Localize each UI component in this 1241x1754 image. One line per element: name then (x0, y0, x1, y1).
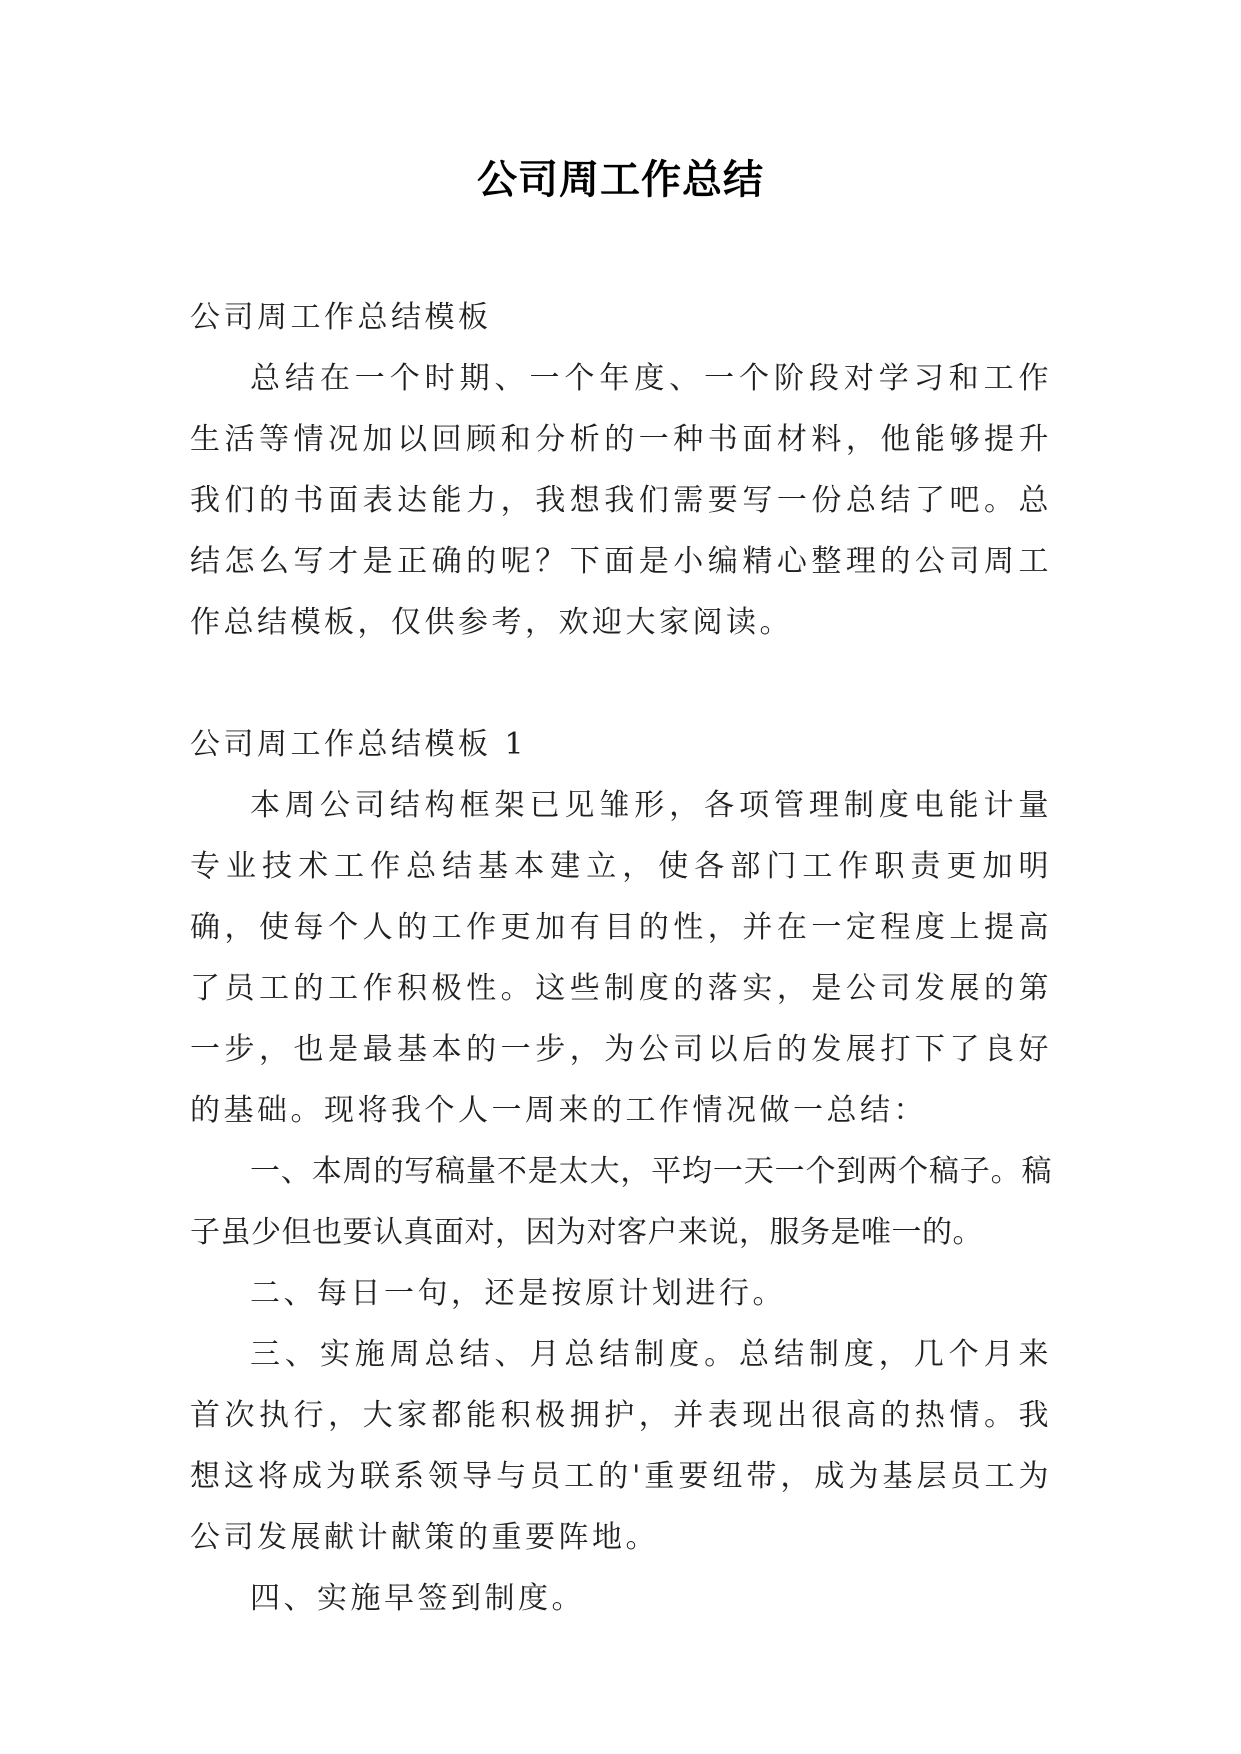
body-paragraph-4: 三、实施周总结、月总结制度。总结制度，几个月来首次执行，大家都能积极拥护，并表现出很高的热情。我想这将成为联系领导与员工的'重要纽带，成为基层员工为公司发展献计献策的重要阵地。 (190, 1337, 1052, 1555)
body-paragraph-2: 一、本周的写稿量不是太大，平均一天一个到两个稿子。稿子虽少但也要认真面对，因为对客户来说，服务是唯一的。 (190, 1154, 1052, 1250)
body-paragraph-1: 本周公司结构框架已见雏形，各项管理制度电能计量专业技术工作总结基本建立，使各部门工作职责更加明确，使每个人的工作更加有目的性，并在一定程度上提高了员工的工作积极性。这些制度的落实，是公司发展的第一步，也是最基本的一步，为公司以后的发展打下了良好的基础。现将我个人一周来的工作情况做一总结： (190, 788, 1052, 1128)
template-heading: 公司周工作总结模板 1 (190, 727, 528, 762)
paragraph-gap (190, 653, 1052, 714)
document-body (190, 287, 1052, 1629)
body-paragraph-3: 二、每日一句，还是按原计划进行。 (250, 1276, 786, 1311)
section-heading: 公司周工作总结模板 (190, 300, 492, 335)
body-paragraph-5: 四、实施早签到制度。 (250, 1581, 585, 1616)
document-title: 公司周工作总结 (477, 157, 764, 203)
intro-paragraph: 总结在一个时期、一个年度、一个阶段对学习和工作生活等情况加以回顾和分析的一种书面材料，他能够提升我们的书面表达能力，我想我们需要写一份总结了吧。总结怎么写才是正确的呢？下面是小编精心整理的公司周工作总结模板，仅供参考，欢迎大家阅读。 (190, 361, 1052, 640)
